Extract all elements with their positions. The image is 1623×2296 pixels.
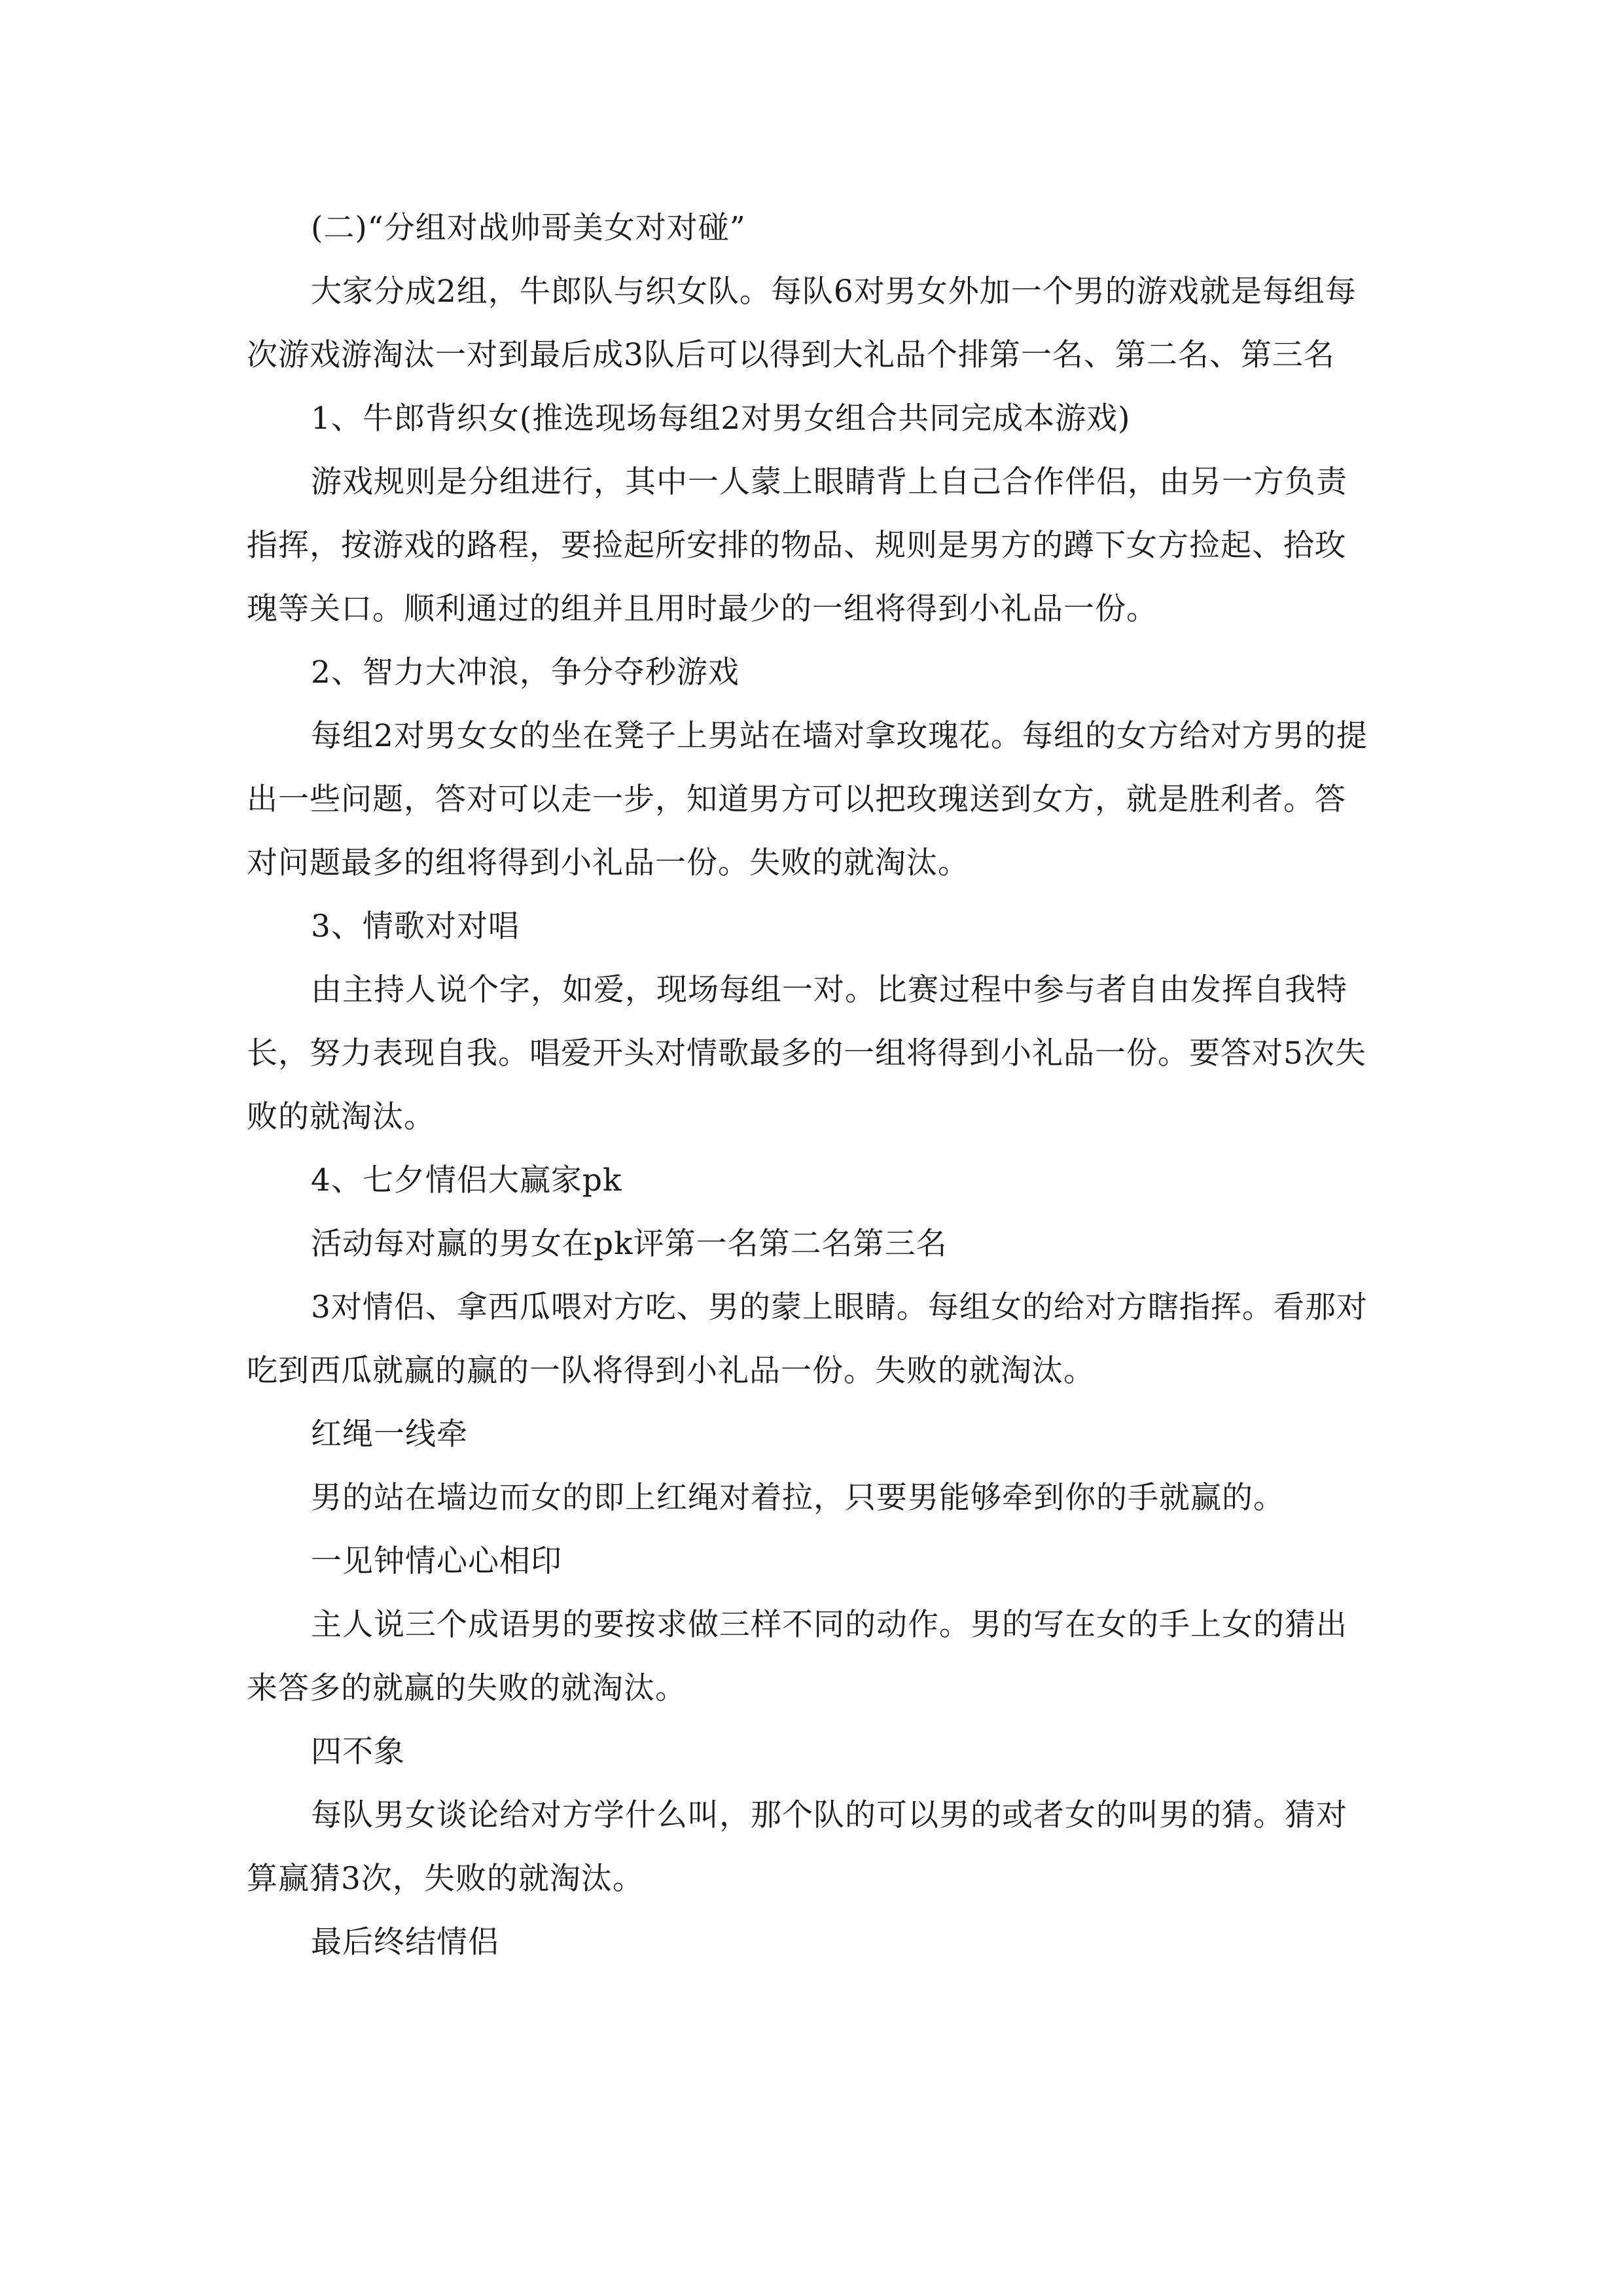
game-1-title: 1、牛郎背织女(推选现场每组2对男女组合共同完成本游戏) (311, 401, 1131, 437)
game-4-title: 4、七夕情侣大赢家pk (311, 1162, 622, 1198)
game-5-rules: 男的站在墙边而女的即上红绳对着拉，只要男能够牵到你的手就赢的。 (311, 1480, 1285, 1516)
game-7-rules: 每队男女谈论给对方学什么叫，那个队的可以男的或者女的叫男的猜。猜对算赢猜3次，失败的就淘汰。 (247, 1797, 1347, 1897)
game-4-note: 活动每对赢的男女在pk评第一名第二名第三名 (311, 1226, 948, 1262)
game-4-rules: 3对情侣、拿西瓜喂对方吃、男的蒙上眼睛。每组女的给对方瞎指挥。看那对吃到西瓜就赢的赢的一队将得到小礼品一份。失败的就淘汰。 (247, 1289, 1368, 1389)
game-3-rules: 由主持人说个字，如爱，现场每组一对。比赛过程中参与者自由发挥自我特长，努力表现自我。唱爱开头对情歌最多的一组将得到小礼品一份。要答对5次失败的就淘汰。 (247, 972, 1366, 1135)
game-7-title: 四不象 (311, 1734, 405, 1770)
game-6-rules: 主人说三个成语男的要按求做三样不同的动作。男的写在女的手上女的猜出来答多的就赢的失败的就淘汰。 (247, 1607, 1347, 1706)
game-3-title: 3、情歌对对唱 (311, 908, 520, 944)
document-body (247, 196, 1376, 1974)
game-1-rules: 游戏规则是分组进行，其中一人蒙上眼睛背上自己合作伴侣，由另一方负责指挥，按游戏的路程，要捡起所安排的物品、规则是男方的蹲下女方捡起、拾玫瑰等关口。顺利通过的组并且用时最少的一组将得到小礼品一份。 (247, 464, 1347, 627)
game-2-rules: 每组2对男女女的坐在凳子上男站在墙对拿玫瑰花。每组的女方给对方男的提出一些问题，答对可以走一步，知道男方可以把玫瑰送到女方，就是胜利者。答对问题最多的组将得到小礼品一份。失败的就淘汰。 (247, 718, 1368, 881)
section-heading: (二)“分组对战帅哥美女对对碰” (311, 210, 746, 246)
game-5-title: 红绳一线牵 (311, 1416, 468, 1452)
final-heading: 最后终结情侣 (311, 1924, 499, 1960)
game-6-title: 一见钟情心心相印 (311, 1543, 562, 1579)
game-2-title: 2、智力大冲浪，争分夺秒游戏 (311, 655, 740, 691)
intro-paragraph: 大家分成2组，牛郎队与织女队。每队6对男女外加一个男的游戏就是每组每次游戏游淘汰一对到最后成3队后可以得到大礼品个排第一名、第二名、第三名 (247, 274, 1357, 373)
